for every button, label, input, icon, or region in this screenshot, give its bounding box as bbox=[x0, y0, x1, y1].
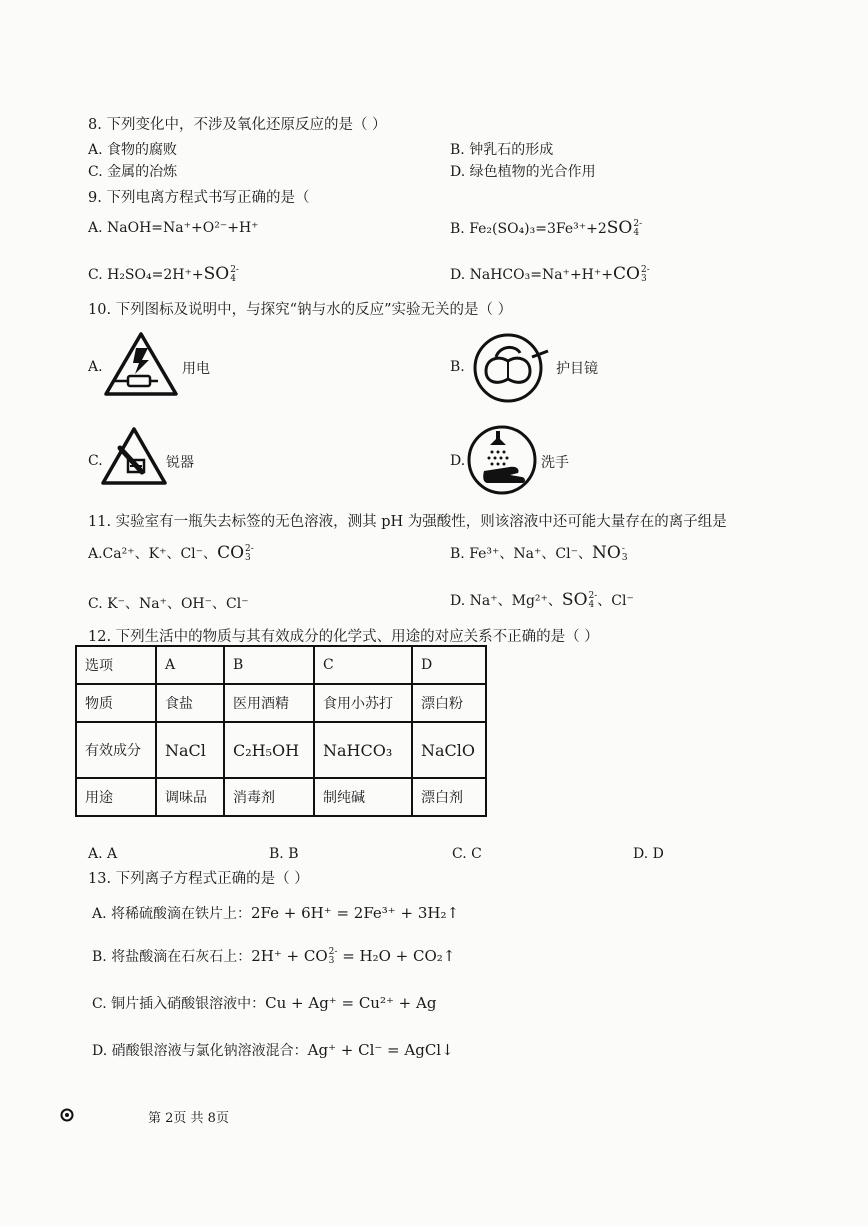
hand-wash-icon bbox=[466, 425, 540, 499]
table-row bbox=[76, 684, 486, 722]
table-cell: 漂白粉 bbox=[412, 684, 486, 722]
q9-option-c: C. H₂SO₄=2H⁺+SO 2- 4 bbox=[88, 264, 239, 284]
table-cell: 食用小苏打 bbox=[314, 684, 412, 722]
table-cell: D bbox=[412, 646, 486, 684]
q10-option-a-label: 用电 bbox=[182, 361, 210, 377]
table-row bbox=[76, 646, 486, 684]
table-cell: 医用酒精 bbox=[224, 684, 314, 722]
table-cell: NaCl bbox=[156, 722, 224, 778]
q11-option-c: C. K⁻、Na⁺、OH⁻、Cl⁻ bbox=[88, 596, 249, 612]
table-cell: NaHCO₃ bbox=[314, 722, 412, 778]
table-row bbox=[76, 722, 486, 778]
q10-option-b-letter: B. bbox=[450, 359, 465, 375]
q10-option-c-label: 锐器 bbox=[166, 455, 194, 471]
table-cell: 消毒剂 bbox=[224, 778, 314, 816]
q11-option-d: D. Na⁺、Mg²⁺、SO 2- 4 、Cl⁻ bbox=[450, 590, 634, 610]
q11-option-b: B. Fe³⁺、Na⁺、Cl⁻、NO - 3 bbox=[450, 543, 628, 563]
table-cell: NaClO bbox=[412, 722, 486, 778]
q9-option-b: B. Fe₂(SO₄)₃=3Fe³⁺+2SO 2- 4 bbox=[450, 218, 643, 238]
q12-table bbox=[75, 645, 487, 817]
q10-stem: 10. 下列图标及说明中，与探究“钠与水的反应”实验无关的是（ ） bbox=[88, 302, 513, 318]
q8-option-d: D. 绿色植物的光合作用 bbox=[450, 164, 596, 180]
table-cell: 食盐 bbox=[156, 684, 224, 722]
table-cell: 用途 bbox=[76, 778, 156, 816]
q8-option-a: A. 食物的腐败 bbox=[88, 142, 178, 158]
table-cell: C bbox=[314, 646, 412, 684]
table-cell: 制纯碱 bbox=[314, 778, 412, 816]
q10-option-d-letter: D. bbox=[450, 453, 466, 469]
table-cell: C₂H₅OH bbox=[224, 722, 314, 778]
table-cell: A bbox=[156, 646, 224, 684]
q13-option-c: C. 铜片插入硝酸银溶液中：Cu + Ag⁺ = Cu²⁺ + Ag bbox=[92, 994, 437, 1012]
q11-option-a: A.Ca²⁺、K⁺、Cl⁻、CO 2- 3 bbox=[88, 543, 254, 563]
page-number: 第 2页 共 8页 bbox=[148, 1111, 229, 1126]
electric-hazard-icon bbox=[102, 330, 180, 402]
q9-option-d: D. NaHCO₃=Na⁺+H⁺+CO 2- 3 bbox=[450, 264, 650, 284]
sharp-object-icon bbox=[100, 426, 168, 490]
q10-option-a-letter: A. bbox=[88, 359, 103, 375]
q10-option-b-label: 护目镜 bbox=[556, 361, 598, 377]
table-cell: 选项 bbox=[76, 646, 156, 684]
q11-stem: 11. 实验室有一瓶失去标签的无色溶液，测其 pH 为强酸性，则该溶液中还可能大量存在的离子组是 bbox=[88, 514, 727, 530]
table-cell: 有效成分 bbox=[76, 722, 156, 778]
q13-option-d: D. 硝酸银溶液与氯化钠溶液混合：Ag⁺ + Cl⁻ = AgCl↓ bbox=[92, 1041, 454, 1059]
q13-option-a: A. 将稀硫酸滴在铁片上：2Fe + 6H⁺ = 2Fe³⁺ + 3H₂↑ bbox=[92, 904, 460, 922]
q9-option-a: A. NaOH=Na⁺+O²⁻+H⁺ bbox=[88, 220, 259, 236]
q12-stem: 12. 下列生活中的物质与其有效成分的化学式、用途的对应关系不正确的是（ ） bbox=[88, 629, 599, 645]
q12-option-d: D. D bbox=[633, 846, 664, 862]
registration-mark-icon bbox=[60, 1107, 74, 1126]
table-cell: B bbox=[224, 646, 314, 684]
q8-stem: 8. 下列变化中，不涉及氧化还原反应的是（ ） bbox=[88, 117, 387, 133]
q10-option-c-letter: C. bbox=[88, 453, 103, 469]
q12-option-b: B. B bbox=[269, 846, 299, 862]
table-row bbox=[76, 778, 486, 816]
table-cell: 调味品 bbox=[156, 778, 224, 816]
q13-stem: 13. 下列离子方程式正确的是（ ） bbox=[88, 871, 309, 887]
q12-option-a: A. A bbox=[88, 846, 118, 862]
q9-stem: 9. 下列电离方程式书写正确的是（ bbox=[88, 190, 310, 206]
q8-option-c: C. 金属的冶炼 bbox=[88, 164, 178, 180]
goggles-icon bbox=[472, 331, 552, 409]
table-cell: 漂白剂 bbox=[412, 778, 486, 816]
q13-option-b: B. 将盐酸滴在石灰石上：2H⁺ + CO 2- 3 = H₂O + CO₂↑ bbox=[92, 947, 456, 966]
table-cell: 物质 bbox=[76, 684, 156, 722]
q12-option-c: C. C bbox=[452, 846, 482, 862]
q8-option-b: B. 钟乳石的形成 bbox=[450, 142, 554, 158]
q10-option-d-label: 洗手 bbox=[541, 455, 569, 471]
